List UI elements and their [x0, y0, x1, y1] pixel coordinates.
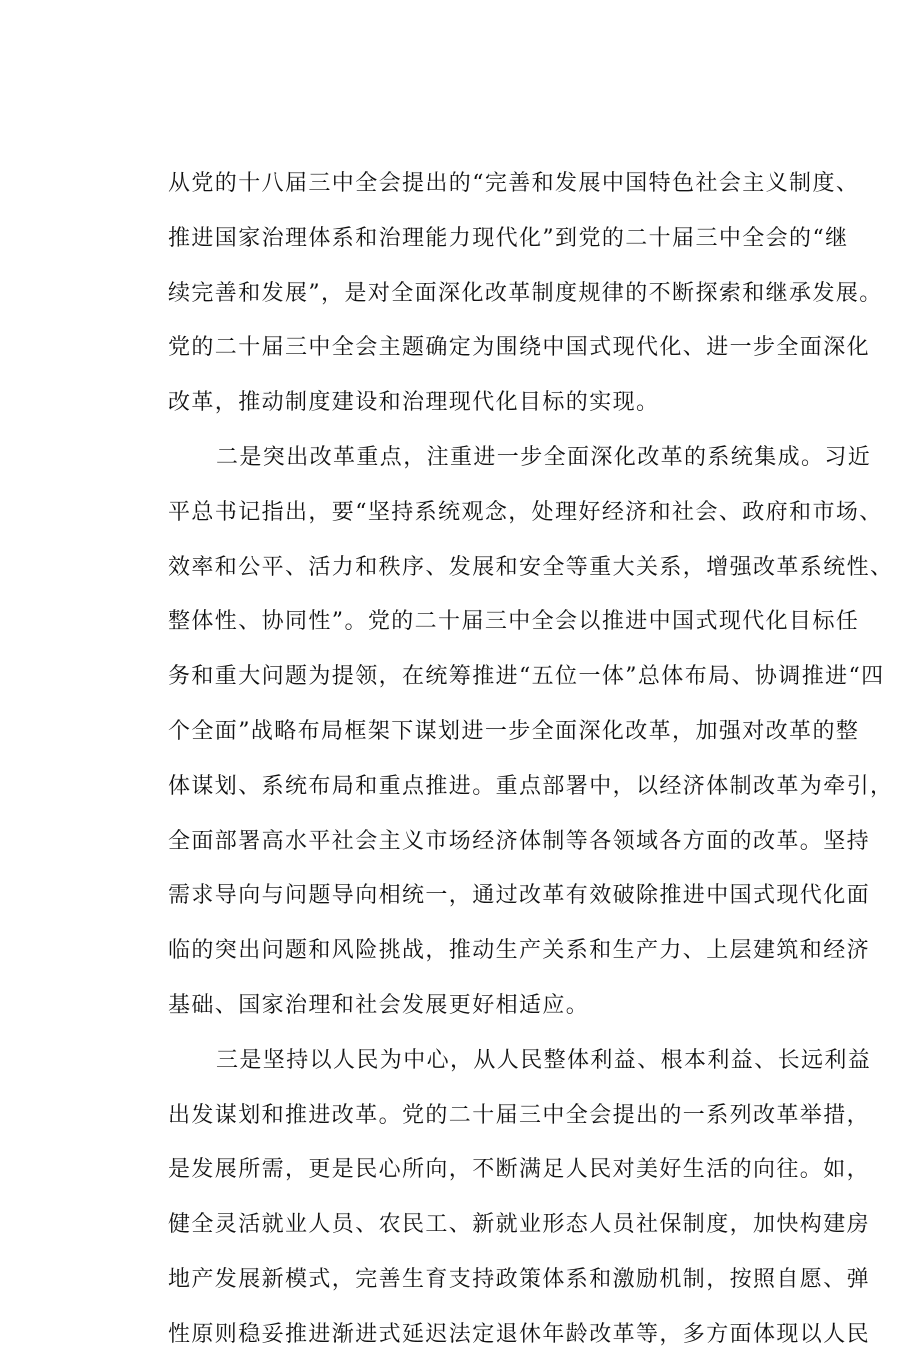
text-line: 地产发展新模式，完善生育支持政策体系和激励机制，按照自愿、弹: [168, 1266, 871, 1292]
text-line: 推进国家治理体系和治理能力现代化”到党的二十届三中全会的“继: [168, 225, 849, 251]
text-line: 改革，推动制度建设和治理现代化目标的实现。: [168, 390, 660, 416]
text-line: 体谋划、系统布局和重点推进。重点部署中，以经济体制改革为牵引，: [168, 773, 894, 799]
text-line: 个全面”战略布局框架下谋划进一步全面深化改革，加强对改革的整: [168, 718, 860, 744]
text-line: 需求导向与问题导向相统一，通过改革有效破除推进中国式现代化面: [168, 883, 871, 909]
text-line: 临的突出问题和风险挑战，推动生产关系和生产力、上层建筑和经济: [168, 938, 871, 964]
text-line: 平总书记指出，要“坚持系统观念，处理好经济和社会、政府和市场、: [168, 499, 883, 525]
paragraph-3: [168, 1034, 872, 1363]
text-line: 三是坚持以人民为中心，从人民整体利益、根本利益、长远利益: [216, 1047, 872, 1073]
text-line: 二是突出改革重点，注重进一步全面深化改革的系统集成。习近: [216, 444, 872, 470]
text-line: 务和重大问题为提领，在统筹推进“五位一体”总体布局、协调推进“四: [168, 664, 885, 690]
document-body: [168, 157, 894, 1363]
text-line: 从党的十八届三中全会提出的“完善和发展中国特色社会主义制度、: [168, 171, 860, 196]
paragraph-1: [168, 157, 883, 431]
text-line: 性原则稳妥推进渐进式延迟法定退休年龄改革等，多方面体现以人民: [168, 1321, 871, 1347]
text-line: 续完善和发展”，是对全面深化改革制度规律的不断探索和继承发展。: [168, 280, 883, 306]
text-line: 是发展所需，更是民心所向，不断满足人民对美好生活的向往。如，: [168, 1157, 871, 1183]
text-line: 全面部署高水平社会主义市场经济体制等各领域各方面的改革。坚持: [168, 828, 871, 854]
text-line: 党的二十届三中全会主题确定为围绕中国式现代化、进一步全面深化: [168, 335, 871, 361]
paragraph-2: [168, 431, 894, 1034]
text-line: 基础、国家治理和社会发展更好相适应。: [168, 992, 590, 1018]
text-line: 整体性、协同性”。党的二十届三中全会以推进中国式现代化目标任: [168, 609, 860, 635]
text-line: 出发谋划和推进改革。党的二十届三中全会提出的一系列改革举措，: [168, 1102, 871, 1128]
text-line: 效率和公平、活力和秩序、发展和安全等重大关系，增强改革系统性、: [168, 554, 894, 580]
text-line: 健全灵活就业人员、农民工、新就业形态人员社保制度，加快构建房: [168, 1212, 871, 1238]
